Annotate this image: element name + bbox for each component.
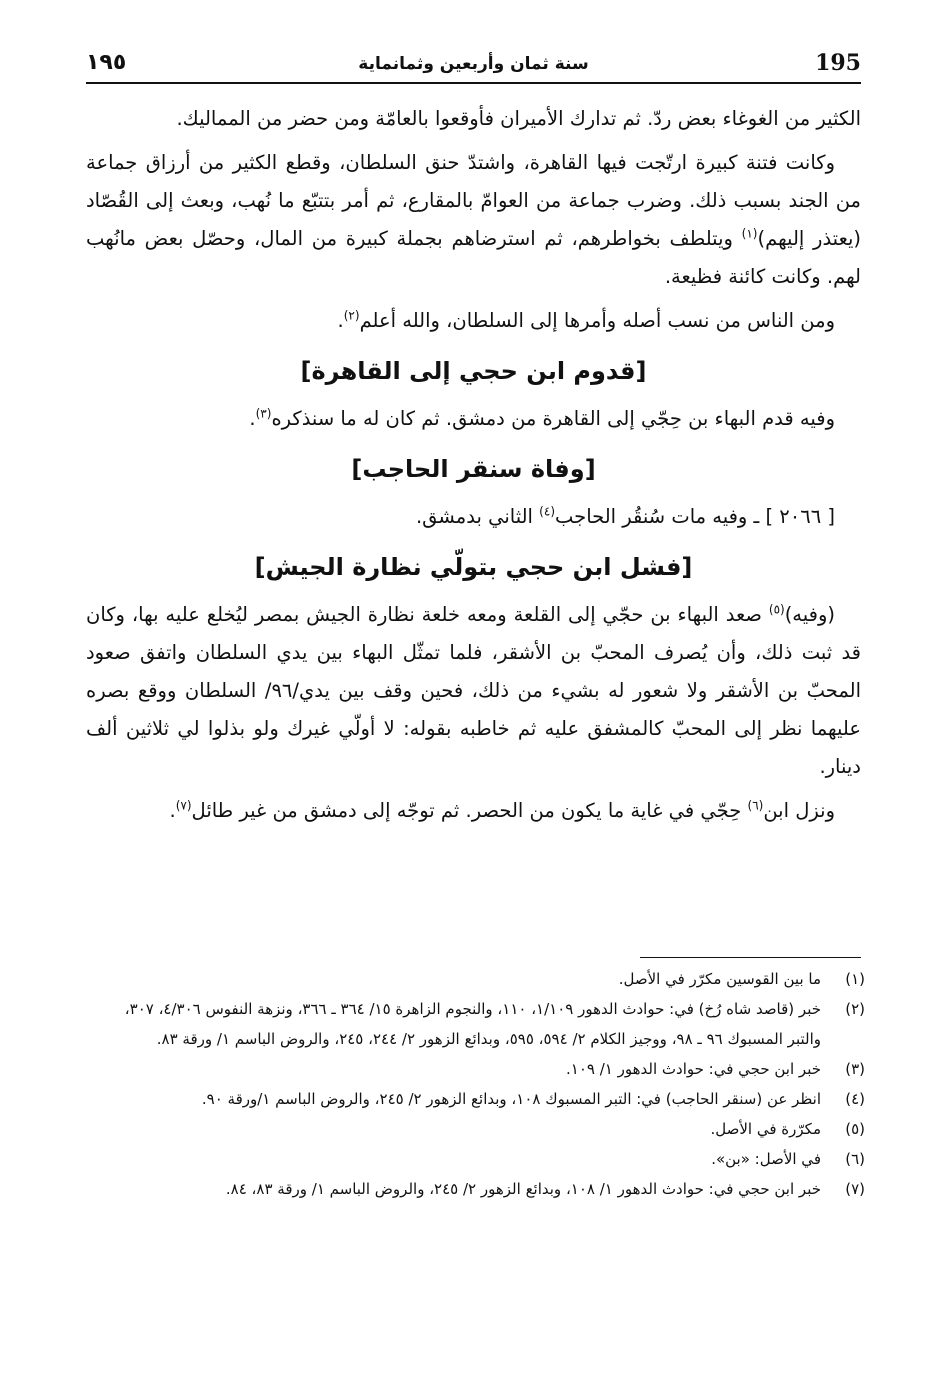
footnote-number: (١) xyxy=(845,970,865,988)
paragraph-1 xyxy=(86,100,861,138)
footnote-number: (٧) xyxy=(845,1180,865,1198)
footnote-text: خبر ابن حجي في: حوادث الدهور ١/ ١٠٨، وبدائع الزهور ٢/ ٢٤٥، والروض الباسم ١/ ورقة ٨٣، ٨٤. xyxy=(225,1180,821,1198)
footnote-text: انظر عن (سنقر الحاجب) في: التبر المسبوك ١٠٨، وبدائع الزهور ٢/ ٢٤٥، والروض الباسم ١/ورقة ٩٠. xyxy=(201,1090,821,1108)
paragraph-2-text-b: ويتلطف بخواطرهم، ثم استرضاهم بجملة كبيرة من المال، وحصّل بعض مانُهب لهم. وكانت كائنة فظيعة. xyxy=(86,227,861,288)
section-heading-2: [وفاة سنقر الحاجب] xyxy=(351,455,596,483)
footnote-4 xyxy=(90,1084,865,1114)
footnote-number: (٥) xyxy=(845,1120,865,1138)
paragraph-7 xyxy=(86,792,861,830)
footnote-7 xyxy=(90,1174,865,1204)
footnote-5 xyxy=(90,1114,865,1144)
paragraph-6-text-a: (وفيه) xyxy=(784,603,835,626)
paragraph-7-text-b: حِجّي في غاية ما يكون من الحصر. ثم توجّه إلى دمشق من غير طائل xyxy=(191,799,748,822)
footnote-text: خبر ابن حجي في: حوادث الدهور ١/ ١٠٩. xyxy=(566,1060,821,1078)
paragraph-7-text-a: ونزل ابن xyxy=(763,799,835,822)
paragraph-7-text-c: . xyxy=(169,799,176,822)
footnote-3 xyxy=(90,1054,865,1084)
running-title: سنة ثمان وأربعين وثمانماية xyxy=(358,54,589,74)
paragraph-3 xyxy=(86,302,861,340)
paragraph-5-text-a: [ ٢٠٦٦ ] ـ وفيه مات سُنقُر الحاجب xyxy=(555,505,835,528)
page-header xyxy=(86,44,861,84)
footnote-6 xyxy=(90,1144,865,1174)
footnote-number: (٤) xyxy=(845,1090,865,1108)
footnote-number: (٣) xyxy=(845,1060,865,1078)
footnote-2 xyxy=(90,994,865,1054)
paragraph-4 xyxy=(86,400,861,438)
paragraph-5 xyxy=(86,498,861,536)
footnote-ref-6[interactable]: (٦) xyxy=(747,798,764,813)
paragraph-1-text: الكثير من الغوغاء بعض ردّ. ثم تدارك الأميران فأوقعوا بالعامّة ومن حضر من المماليك. xyxy=(176,107,861,130)
footnote-ref-3[interactable]: (٣) xyxy=(255,406,272,421)
paragraph-2-text-a: وكانت فتنة كبيرة ارتّجت فيها القاهرة، واشتدّ حنق السلطان، وقطع الكثير من أرزاق جماعة من الجند بسبب ذلك. وضرب جماعة من العوامّ بالمقارع، ثم أمر بتتبّع ما نُهب، وبعث إلى القُصّاد (يعتذر إليهم) xyxy=(86,151,862,250)
section-heading-3: [فشل ابن حجي بتولّي نظارة الجيش] xyxy=(254,553,693,581)
footnote-ref-2[interactable]: (٢) xyxy=(343,308,360,323)
paragraph-6-text-b: صعد البهاء بن حجّي إلى القلعة ومعه خلعة نظارة الجيش بمصر ليُخلع عليه بها، وكان قد ثبت ذلك، وأن يُصرف المحبّ بن الأشقر، فلما تمثّل البهاء بين يدي السلطان واتفق صعود المحبّ بن الأشقر ولا شعور له بشيء من ذلك، فحين وقف بين يدي/٩٦/ السلطان ووقع بصره عليهما نظر إلى المحبّ كالمشفق عليه ثم خاطبه بقوله: لا أولّي غيرك ولو بذلوا لي ثلاثين ألف دينار. xyxy=(86,603,861,778)
footnote-ref-4[interactable]: (٤) xyxy=(539,504,555,519)
paragraph-3-text-a: ومن الناس من نسب أصله وأمرها إلى السلطان، والله أعلم xyxy=(359,309,835,332)
section-heading-1: [قدوم ابن حجي إلى القاهرة] xyxy=(300,357,647,385)
paragraph-4-text-b: . xyxy=(249,407,256,430)
footnote-1 xyxy=(90,964,865,994)
page-number-latin: 195 xyxy=(815,50,861,76)
paragraph-5-text-b: الثاني بدمشق. xyxy=(415,505,540,528)
paragraph-6 xyxy=(86,596,861,786)
main-text xyxy=(86,100,861,836)
footnote-ref-1[interactable]: (١) xyxy=(741,226,758,241)
footnotes xyxy=(90,964,865,1204)
footnote-text: ما بين القوسين مكرّر في الأصل. xyxy=(618,970,821,988)
footnote-text: مكرّرة في الأصل. xyxy=(710,1120,821,1138)
footnote-ref-7[interactable]: (٧) xyxy=(175,798,192,813)
footnote-ref-5[interactable]: (٥) xyxy=(768,602,785,617)
paragraph-2 xyxy=(86,144,861,296)
footnote-divider xyxy=(640,957,861,958)
footnote-text: خبر (قاصد شاه رُخ) في: حوادث الدهور ١/١٠٩، ١١٠، والنجوم الزاهرة ١٥/ ٣٦٤ ـ ٣٦٦، ونزهة النفوس ٤/٣٠٦، ٣٠٧، والتبر المسبوك ٩٦ ـ ٩٨، ووجيز الكلام ٢/ ٥٩٤، ٥٩٥، وبدائع الزهور ٢/ ٢٤٤، ٢٤٥، والروض الباسم ١/ ورقة ٨٣. xyxy=(124,1000,821,1048)
footnote-text: في الأصل: «بن». xyxy=(711,1150,821,1168)
paragraph-4-text-a: وفيه قدم البهاء بن حِجّي إلى القاهرة من دمشق. ثم كان له ما سنذكره xyxy=(271,407,835,430)
footnote-number: (٦) xyxy=(845,1150,865,1168)
paragraph-3-text-b: . xyxy=(337,309,344,332)
page-number-arabic: ١٩٥ xyxy=(86,50,127,75)
footnote-number: (٢) xyxy=(845,1000,865,1018)
